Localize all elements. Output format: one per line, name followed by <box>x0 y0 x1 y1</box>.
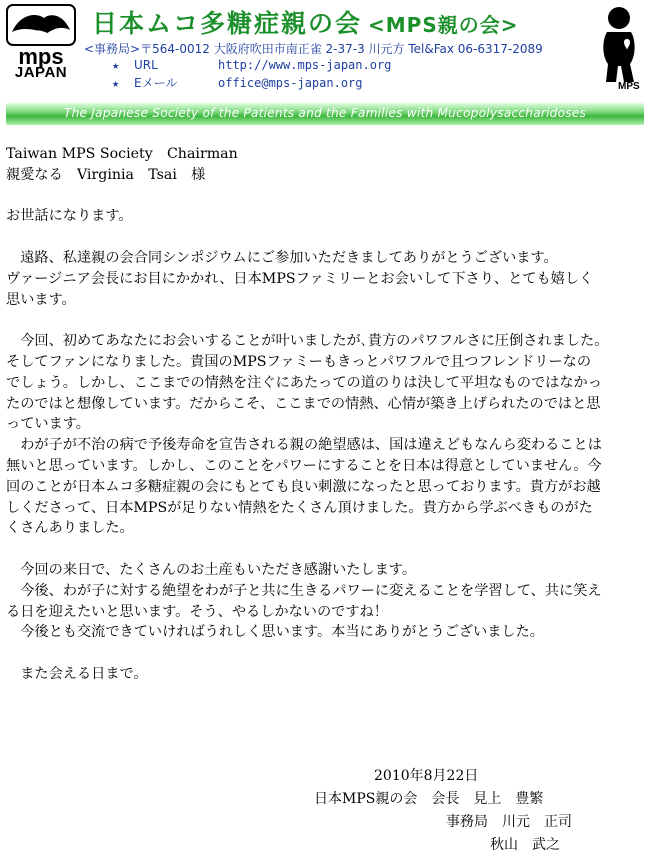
paragraph-line: しくださって、日本MPSが足りない情熱をたくさん頂けました。貴方から学ぶべきものがた <box>6 499 593 516</box>
logo-japan-text: JAPAN <box>14 64 68 81</box>
recipient-name: 親愛なる Virginia Tsai 様 <box>6 166 206 183</box>
signature-member: 秋山 武之 <box>490 837 560 853</box>
paragraph-line: ヴァージニア会長にお目にかかれ、日本MPSファミリーとお会いして下さり、とても嬉しく <box>6 270 594 287</box>
paragraph-line: 今後、わが子に対する絶望をわが子と共に生きるパワーに変えることを学習して、共に笑え <box>6 582 602 599</box>
society-banner <box>6 103 644 125</box>
paragraph-line: そしてファンになりました。貴国のMPSファミーもきっとパワフルで且つフレンドリーなの <box>6 353 592 370</box>
paragraph-line: 今回の来日で、たくさんのお土産もいただき感謝いたします。 <box>6 561 417 578</box>
url-link[interactable]: http://www.mps-japan.org <box>218 58 392 72</box>
paragraph-line: くさんありました。 <box>6 520 134 537</box>
letter-date: 2010年8月22日 <box>374 768 479 784</box>
url-row <box>112 58 391 72</box>
paragraph-line: 思います。 <box>6 291 76 308</box>
paragraph-line: でしょう。しかし、ここまでの情熱を注ぐにあたっての道のりは決して平坦なものではなかっ <box>6 374 602 391</box>
letterhead <box>0 0 650 100</box>
paragraph-line: たのではと想像しています。だからこそ、ここまでの情熱、心情が築き上げられたのではと思 <box>6 395 601 412</box>
star-icon: ★ <box>112 58 120 72</box>
child-silhouette-icon <box>594 4 644 84</box>
star-icon: ★ <box>112 76 120 90</box>
paragraph-line: 無いと思っています。しかし、このことをパワーにすることを日本は得意としていません。今 <box>6 457 602 474</box>
email-link[interactable]: office@mps-japan.org <box>218 76 363 90</box>
url-label: URL <box>134 58 158 72</box>
letter-body <box>6 144 646 685</box>
org-title <box>92 4 519 36</box>
paragraph-line: 回のことが日本ムコ多糖症親の会にもとても良い刺激になったと思っております。貴方がお越 <box>6 478 601 495</box>
paragraph-line: 今後とも交流できていければうれしく思います。本当にありがとうございました。 <box>6 624 544 641</box>
paragraph-line: 遠路、私達親の会合同シンポジウムにご参加いただきましてありがとうございます。 <box>6 249 558 266</box>
org-name-sub: <MPS親の会> <box>368 13 519 37</box>
paragraph-line: 今回、初めてあなたにお会いすることが叶いましたが､貴方のパワフルさに圧倒されました。 <box>6 333 609 350</box>
signature-chairman: 日本MPS親の会 会長 見上 豊繁 <box>314 791 544 807</box>
office-address: <事務局>〒564-0012 大阪府吹田市南正雀 2-37-3 川元方 Tel&Fax 06-6317-2089 <box>84 42 543 56</box>
logo-mps-text: mps <box>18 44 64 68</box>
banner-text: The Japanese Society of the Patients and the Families with Mucopolysaccharidoses <box>63 106 587 120</box>
right-logo-text: MPS <box>618 81 640 92</box>
paragraph-line: っています。 <box>6 416 90 433</box>
paragraph-line: わが子が不治の病で予後寿命を宣告される親の絶望感は、国は違えどもなんら変わることは <box>6 437 602 454</box>
greeting: お世話になります。 <box>6 208 133 225</box>
closing: また会える日まで。 <box>6 665 148 682</box>
email-label: Eメール <box>134 76 178 90</box>
paragraph-line: る日を迎えたいと思います。そう、やるしかないのですね！ <box>6 603 388 620</box>
recipient-org: Taiwan MPS Society Chairman <box>6 146 238 162</box>
signature-office: 事務局 川元 正司 <box>446 814 572 830</box>
email-row <box>112 74 363 91</box>
org-name: 日本ムコ多糖症親の会 <box>92 9 363 38</box>
handshake-logo-icon <box>6 4 76 68</box>
